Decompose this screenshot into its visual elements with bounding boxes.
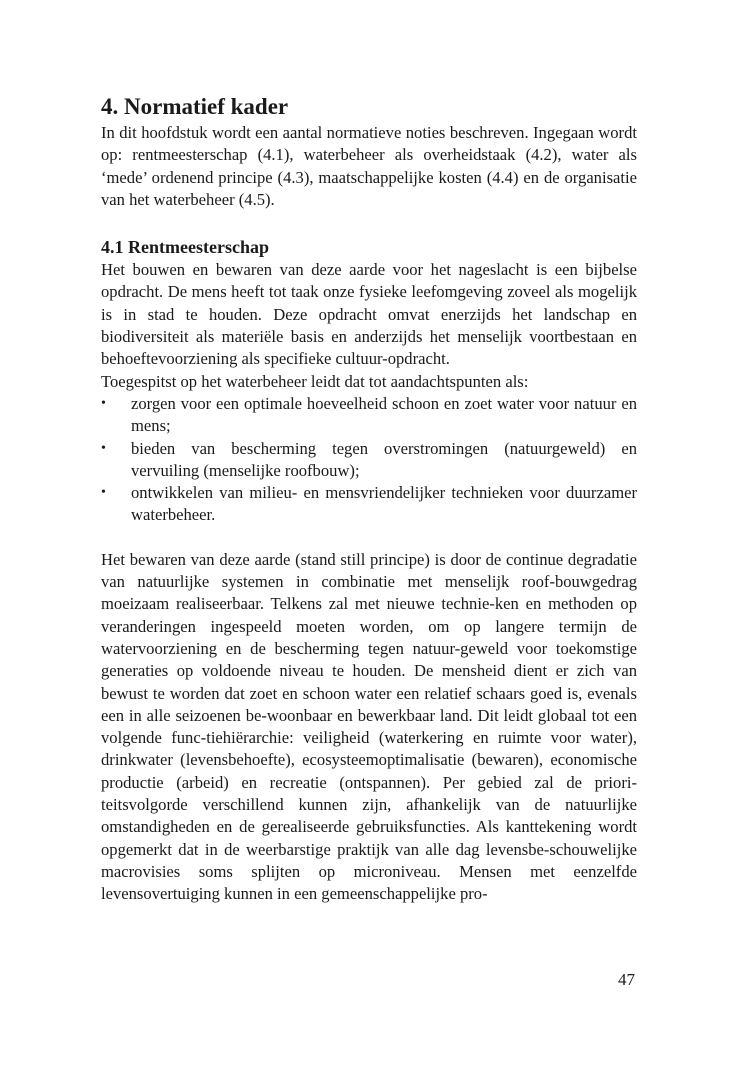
section-paragraph-1: Het bouwen en bewaren van deze aarde voor het nageslacht is een bijbelse opdracht. De mens heeft tot taak onze fysieke leefomgeving zoveel als mogelijk is in stad te houden. Deze opdracht omvat enerzijds het landschap en biodiversiteit als materiële basis en anderzijds het menselijk voortbestaan en behoeftevoorziening als specifieke cultuur-opdracht. [101,260,637,369]
section-paragraph-3: Het bewaren van deze aarde (stand still principe) is door de continue degradatie van natuurlijke systemen in combinatie met menselijk roof-bouwgedrag moeizaam realiseerbaar. Telkens zal met nieuwe technie-ken en methoden op veranderingen ingespeeld moeten worden, om op langere termijn de watervoorziening en de bescherming tegen natuur-geweld voor toekomstige generaties op voldoende niveau te houden. De mensheid dient er zich van bewust te worden dat zoet en schoon water een relatief schaars goed is, evenals een in alle seizoenen be-woonbaar en bewerkbaar land. Dit leidt globaal tot een volgende func-tiehiërarchie: veiligheid (waterkering en ruimte voor water), drinkwater (levensbehoefte), ecosysteemoptimalisatie (bewaren), economische productie (arbeid) en recreatie (ontspannen). Per gebied zal de priori-teitsvolgorde verschillend kunnen zijn, afhankelijk van de natuurlijke omstandigheden en de gerealiseerde gebruiksfuncties. Als kanttekening wordt opgemerkt dat in de weerbarstige praktijk van alle dag levensbe-schouwelijke macrovisies soms splijten op microniveau. Mensen met eenzelfde levensovertuiging kunnen in een gemeenschappelijke pro- [101,549,637,904]
bullet-list [101,393,637,527]
list-item-text: bieden van bescherming tegen overstromingen (natuurgeweld) en vervuiling (menselijke roofbouw); [131,438,637,480]
list-item-text: ontwikkelen van milieu- en mensvriendelijker technieken voor duurzamer waterbeheer. [131,483,637,525]
bullet-icon: • [101,485,106,501]
bullet-icon: • [101,395,106,411]
section-paragraph-2: Toegespitst op het waterbeheer leidt dat tot aandachtspunten als: [101,371,529,391]
list-item-text: zorgen voor een optimale hoeveelheid schoon en zoet water voor natuur en mens; [131,393,637,436]
page-number: 47 [618,970,635,989]
list-item [101,482,637,527]
bullet-icon: • [101,440,106,456]
list-item [101,438,637,483]
page-content [101,92,637,906]
chapter-title: 4. Normatief kader [101,94,289,119]
section-title: 4.1 Rentmeesterschap [101,237,269,258]
list-item [101,393,637,438]
paragraph-spacer [101,527,637,549]
chapter-intro-paragraph: In dit hoofdstuk wordt een aantal normatieve noties beschreven. Ingegaan wordt op: rentmeesterschap (4.1), waterbeheer als overheidstaak (4.2), water als ‘mede’ ordenend principe (4.3), maatschappelijke kosten (4.4) en de organisatie van het waterbeheer (4.5). [101,123,637,209]
